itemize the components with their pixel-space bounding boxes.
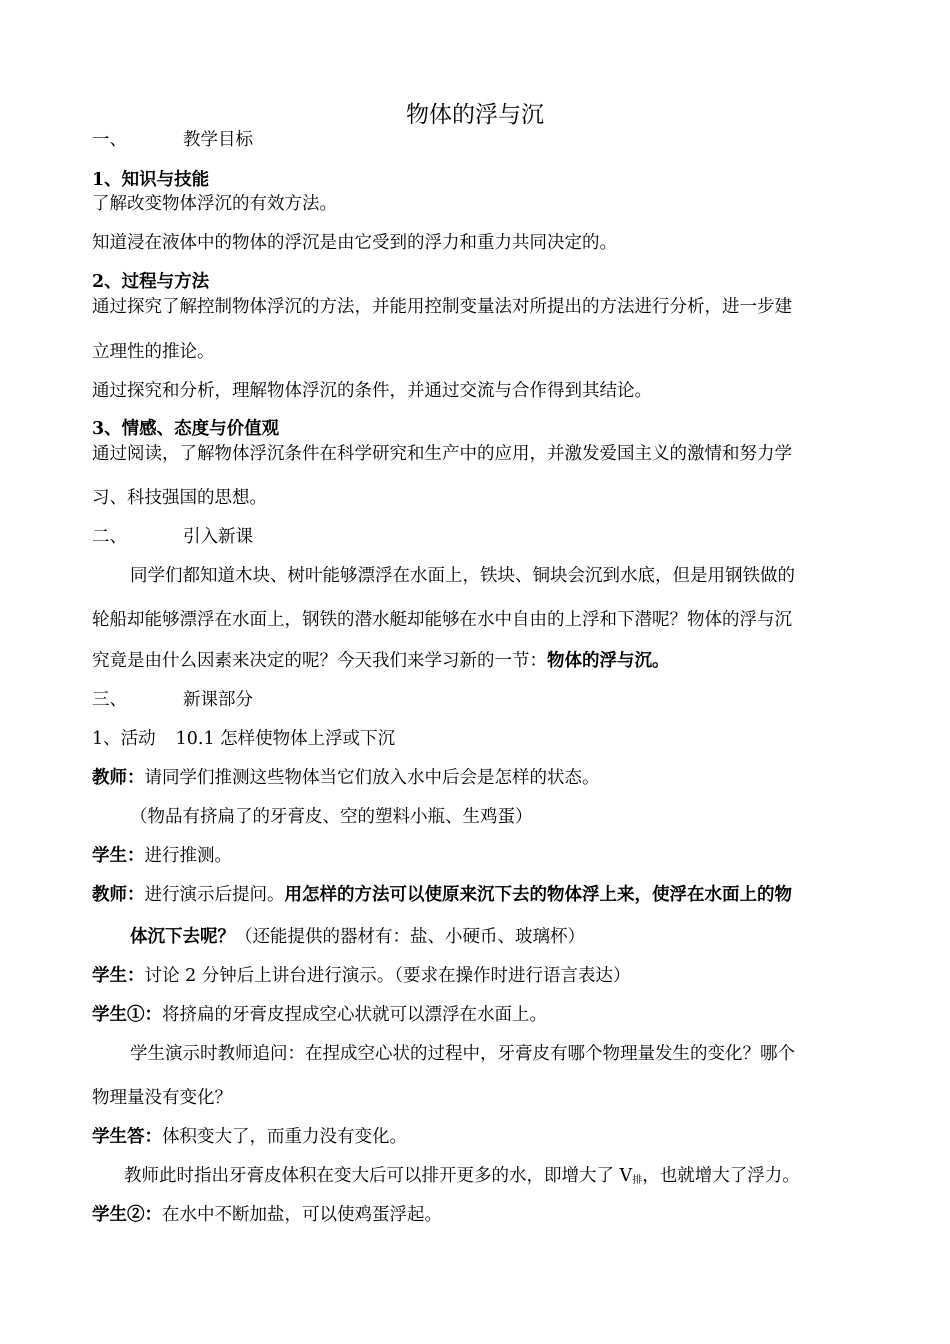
dialogue-line — [92, 884, 792, 906]
speaker-label: 学生②： — [92, 1205, 162, 1225]
dialogue-line: （物品有挤扁了的牙膏皮、空的塑料小瓶、生鸡蛋） — [130, 807, 533, 827]
subheading-values: 3、情感、态度与价值观 — [92, 419, 280, 439]
speaker-label: 学生答： — [92, 1127, 162, 1147]
paragraph-line: 立理性的推论。 — [92, 342, 215, 362]
section-title: 引入新课 — [183, 527, 253, 547]
paragraph-line: 物理量没有变化？ — [92, 1088, 232, 1108]
paragraph-line: 习、科技强国的思想。 — [92, 488, 267, 508]
dialogue-line — [92, 1126, 407, 1148]
paragraph-line: 学生演示时教师追问：在捏成空心状的过程中，牙膏皮有哪个物理量发生的变化？哪个 — [130, 1044, 795, 1064]
dialogue-line — [130, 926, 585, 948]
dialogue-text: 请同学们推测这些物体当它们放入水中后会是怎样的状态。 — [144, 768, 600, 788]
dialogue-text: 在水中不断加盐，可以使鸡蛋浮起。 — [162, 1205, 442, 1225]
question-bold: 用怎样的方法可以使原来沉下去的物体浮上来，使浮在水面上的物 — [284, 885, 792, 905]
speaker-label: 学生： — [92, 966, 145, 986]
dialogue-text: 进行推测。 — [144, 846, 232, 866]
dialogue-text: 将挤扁的牙膏皮捏成空心状就可以漂浮在水面上。 — [162, 1005, 547, 1025]
speaker-label: 教师： — [92, 768, 145, 788]
paragraph-line — [124, 1165, 800, 1192]
question-bold: 体沉下去呢？ — [130, 927, 235, 947]
section-three-heading — [92, 689, 253, 711]
page-title: 物体的浮与沉 — [406, 102, 544, 128]
section-number: 三、 — [92, 690, 127, 710]
subheading-process: 2、过程与方法 — [92, 272, 210, 292]
activity-label: 1、活动 — [92, 729, 156, 749]
section-number: 一、 — [92, 130, 127, 150]
section-one-heading — [92, 129, 253, 151]
paragraph-line: 通过探究了解控制物体浮沉的方法，并能用控制变量法对所提出的方法进行分析，进一步建 — [92, 297, 792, 317]
dialogue-line — [92, 767, 600, 789]
activity-text: 10.1 怎样使物体上浮或下沉 — [175, 729, 396, 749]
paragraph: 知道浸在液体中的物体的浮沉是由它受到的浮力和重力共同决定的。 — [92, 233, 617, 253]
dialogue-line — [92, 1004, 547, 1026]
paragraph: 了解改变物体浮沉的有效方法。 — [92, 194, 337, 214]
section-title: 教学目标 — [183, 130, 253, 150]
subscript-pai: 排 — [632, 1175, 643, 1186]
paragraph-line — [92, 650, 670, 672]
dialogue-text: （还能提供的器材有：盐、小硬币、玻璃杯） — [235, 927, 585, 947]
paragraph-line: 同学们都知道木块、树叶能够漂浮在水面上，铁块、铜块会沉到水底，但是用钢铁做的 — [130, 566, 795, 586]
paragraph: 通过探究和分析，理解物体浮沉的条件，并通过交流与合作得到其结论。 — [92, 381, 652, 401]
intro-text: 究竟是由什么因素来决定的呢？今天我们来学习新的一节： — [92, 651, 547, 671]
lesson-title-bold: 物体的浮与沉。 — [547, 651, 670, 671]
section-two-heading — [92, 526, 253, 548]
speaker-label: 学生： — [92, 846, 145, 866]
activity-line — [92, 728, 395, 750]
section-number: 二、 — [92, 527, 127, 547]
dialogue-line — [92, 965, 631, 987]
subheading-knowledge: 1、知识与技能 — [92, 170, 210, 190]
paragraph-line: 通过阅读，了解物体浮沉条件在科学研究和生产中的应用，并激发爱国主义的激情和努力学 — [92, 444, 792, 464]
speaker-label: 教师： — [92, 885, 145, 905]
dialogue-text: 进行演示后提问。 — [144, 885, 285, 905]
dialogue-text: 体积变大了，而重力没有变化。 — [162, 1127, 407, 1147]
teacher-note-end: ，也就增大了浮力。 — [642, 1166, 800, 1186]
speaker-label: 学生①： — [92, 1005, 162, 1025]
dialogue-text: 讨论 2 分钟后上讲台进行演示。（要求在操作时进行语言表达） — [144, 966, 631, 986]
section-title: 新课部分 — [183, 690, 253, 710]
paragraph-line: 轮船却能够漂浮在水面上，钢铁的潜水艇却能够在水中自由的上浮和下潜呢？物体的浮与沉 — [92, 610, 792, 630]
dialogue-line — [92, 1204, 442, 1226]
dialogue-line — [92, 845, 232, 867]
teacher-note: 教师此时指出牙膏皮体积在变大后可以排开更多的水，即增大了 V — [124, 1166, 633, 1186]
